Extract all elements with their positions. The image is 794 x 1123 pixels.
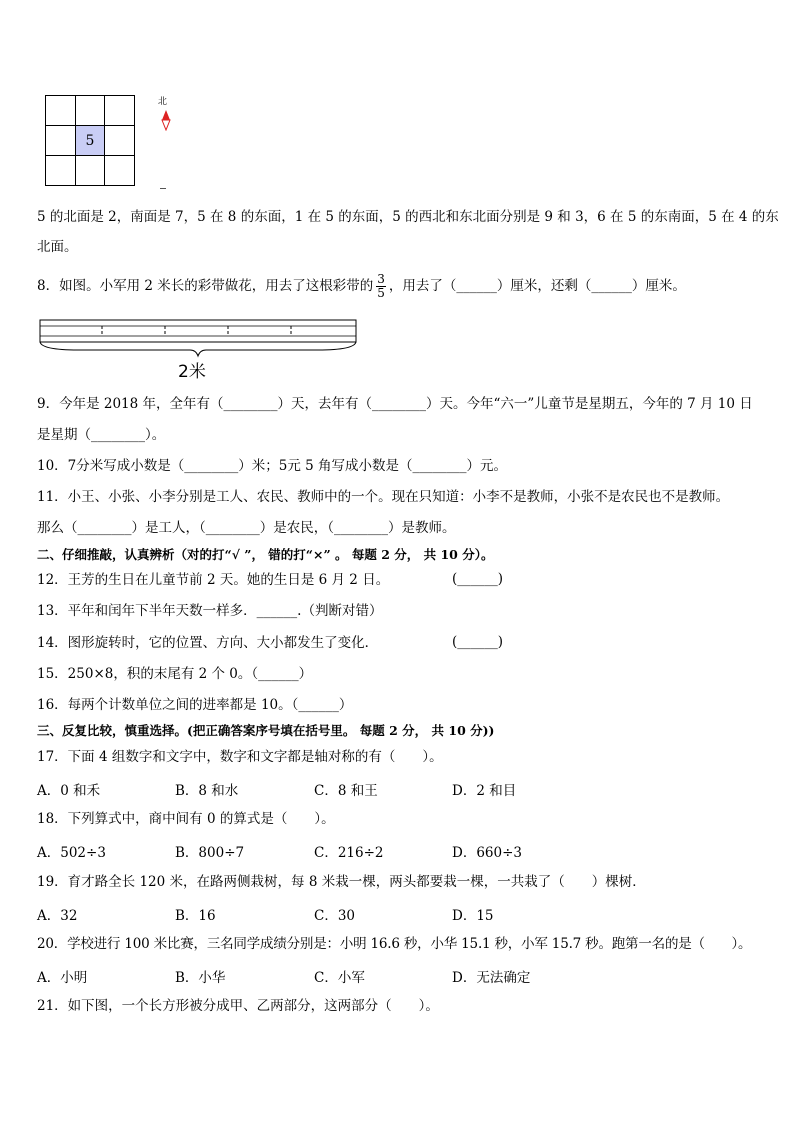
- question-14-blank: (______): [452, 634, 504, 650]
- q20-option-a[interactable]: A．小明: [37, 970, 88, 986]
- q17-option-a[interactable]: A．0 和禾: [37, 783, 101, 799]
- fraction-denominator: 5: [377, 286, 385, 300]
- q20-option-b[interactable]: B．小华: [175, 970, 226, 986]
- question-17: 17．下面 4 组数字和文字中，数字和文字都是轴对称的有（ ）。: [37, 749, 443, 765]
- question-12-blank: (______): [452, 571, 504, 587]
- question-11-line1: 11．小王、小张、小李分别是工人、农民、教师中的一个。现在只知道：小李不是教师，小张不是农民也不是教师。: [37, 489, 730, 505]
- question-13: 13．平年和闰年下半年天数一样多．______.（判断对错）: [37, 603, 383, 619]
- q19-option-b[interactable]: B．16: [175, 908, 216, 924]
- question-9-line2: 是星期（________）。: [37, 427, 166, 443]
- ribbon-length-label: 2米: [178, 362, 206, 382]
- grid-cell: [46, 156, 76, 186]
- question-11-line2: 那么（________）是工人，（________）是农民，（________）是教师。: [37, 520, 456, 536]
- compass-arrow-icon: [159, 109, 173, 131]
- question-8-text-before: 8．如图。小军用 2 米长的彩带做花，用去了这根彩带的: [37, 278, 374, 294]
- compass: [158, 94, 173, 131]
- q19-option-d[interactable]: D．15: [452, 908, 494, 924]
- grid-cell: [105, 126, 135, 156]
- question-10: 10．7分米写成小数是（________）米；5元 5 角写成小数是（________）元。: [37, 458, 508, 474]
- grid-cell: [75, 156, 105, 186]
- grid-cell: [105, 96, 135, 126]
- question-14: 14．图形旋转时，它的位置、方向、大小都发生了变化．: [37, 635, 379, 651]
- grid-cell: [105, 156, 135, 186]
- section-2-heading: 二、仔细推敲，认真辨析（对的打“√ ”， 错的打“×” 。 每题 2 分， 共 10 分）。: [37, 547, 494, 562]
- q17-option-b[interactable]: B．8 和水: [175, 783, 239, 799]
- question-8: [37, 273, 686, 300]
- question-21: 21．如下图，一个长方形被分成甲、乙两部分，这两部分（ ）。: [37, 998, 439, 1014]
- q17-option-d[interactable]: D．2 和目: [452, 783, 517, 799]
- number-grid: [45, 95, 135, 186]
- q18-option-d[interactable]: D．660÷3: [452, 845, 522, 861]
- q19-option-a[interactable]: A．32: [37, 908, 78, 924]
- question-16: 16．每两个计数单位之间的进率都是 10。（______）: [37, 697, 353, 713]
- question-9-line1: 9．今年是 2018 年，全年有（________）天，去年有（________）天。今年“六一”儿童节是星期五，今年的 7 月 10 日: [37, 396, 753, 412]
- q17-option-c[interactable]: C．8 和王: [314, 783, 378, 799]
- q18-option-b[interactable]: B．800÷7: [175, 845, 245, 861]
- question-15: 15．250×8，积的末尾有 2 个 0。（______）: [37, 666, 313, 682]
- q18-option-c[interactable]: C．216÷2: [314, 845, 384, 861]
- answer-7-line1: 5 的北面是 2，南面是 7，5 在 8 的东面，1 在 5 的东面，5 的西北和东北面分别是 9 和 3，6 在 5 的东南面，5 在 4 的东: [37, 209, 779, 225]
- q20-option-c[interactable]: C．小军: [314, 970, 365, 986]
- grid-cell: [46, 96, 76, 126]
- question-19: 19．育才路全长 120 米，在路两侧栽树，每 8 米栽一棵，两头都要栽一棵，一共栽了（ ）棵树．: [37, 874, 646, 890]
- question-8-text-after: ，用去了（______）厘米，还剩（______）厘米。: [388, 278, 686, 294]
- q18-option-a[interactable]: A．502÷3: [37, 845, 106, 861]
- figure-mark: [160, 188, 166, 189]
- grid-cell: [46, 126, 76, 156]
- grid-cell-center: 5: [75, 126, 105, 156]
- fraction: [376, 273, 386, 300]
- grid-cell: [75, 96, 105, 126]
- q20-option-d[interactable]: D．无法确定: [452, 970, 531, 986]
- compass-north-label: 北: [158, 97, 168, 107]
- q19-option-c[interactable]: C．30: [314, 908, 356, 924]
- question-12: 12．王芳的生日在儿童节前 2 天。她的生日是 6 月 2 日。: [37, 572, 390, 588]
- question-20: 20．学校进行 100 米比赛，三名同学成绩分别是：小明 16.6 秒，小华 15.1 秒，小军 15.7 秒。跑第一名的是（ ）。: [37, 936, 752, 952]
- answer-7-line2: 北面。: [37, 239, 78, 255]
- fraction-numerator: 3: [377, 272, 385, 286]
- question-18: 18．下列算式中，商中间有 0 的算式是（ ）。: [37, 811, 335, 827]
- section-3-heading: 三、反复比较，慎重选择。(把正确答案序号填在括号里。 每题 2 分， 共 10 分)): [37, 723, 495, 738]
